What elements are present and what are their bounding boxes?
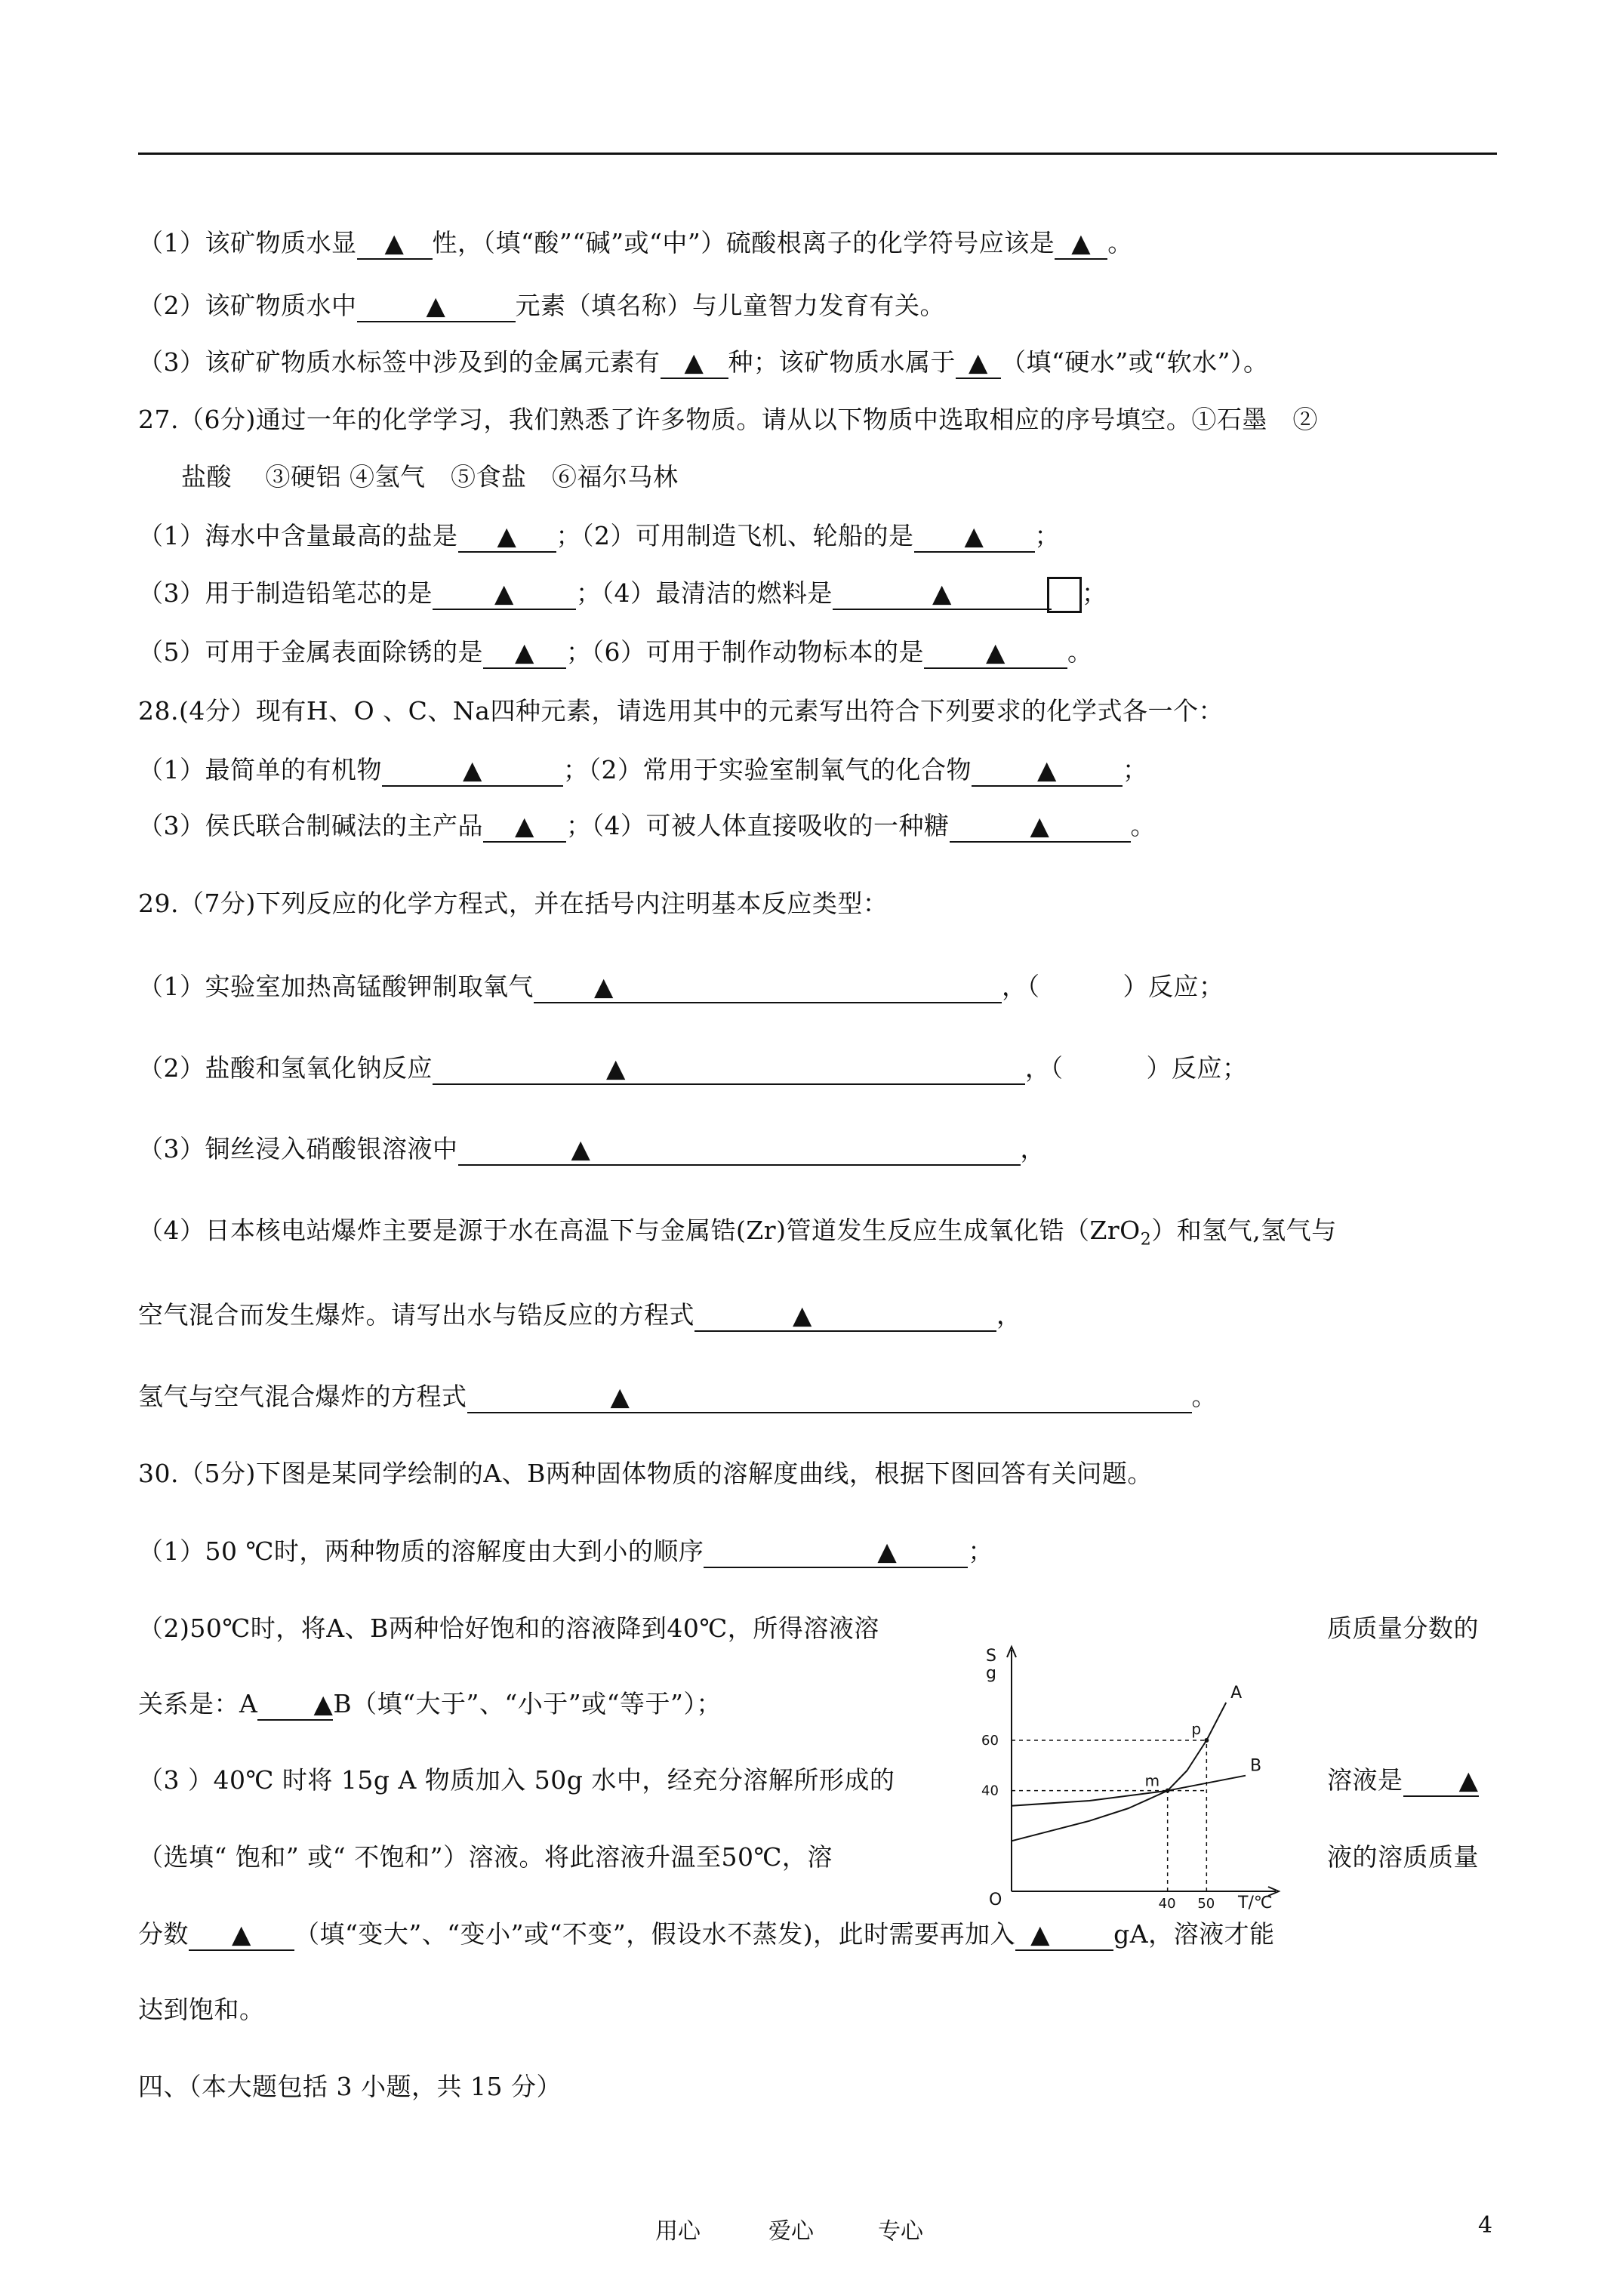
origin-label: O: [989, 1891, 1002, 1909]
text: 。: [1130, 811, 1156, 840]
triangle-icon: ▲: [684, 347, 704, 377]
question-29-4: [138, 1214, 1337, 1257]
x-tick-label: 40: [1158, 1896, 1176, 1912]
triangle-icon: ▲: [1030, 1919, 1050, 1949]
text: 元素（填名称）与儿童智力发育有关。: [515, 291, 945, 320]
triangle-icon: ▲: [1030, 811, 1050, 840]
text: （4）日本核电站爆炸主要是源于水在高温下与金属锆(Zr)管道发生反应生成氧化锆（ZrO: [138, 1216, 1141, 1245]
answer-blank[interactable]: [534, 972, 1002, 1003]
text: 。: [1107, 228, 1133, 257]
section-4-heading: 四、（本大题包括 3 小题，共 15 分）: [138, 2072, 562, 2101]
triangle-icon: ▲: [986, 637, 1006, 667]
answer-blank[interactable]: [458, 1134, 1021, 1166]
question-28-1: [138, 754, 1148, 787]
text: ；: [968, 1536, 993, 1566]
question-27-3: [138, 577, 1107, 613]
footer-text-3: 专心: [878, 2218, 923, 2245]
page-number: 4: [1478, 2212, 1493, 2239]
triangle-icon: ▲: [793, 1300, 812, 1330]
question-30-2b: [138, 1687, 722, 1721]
triangle-icon: ▲: [1458, 1765, 1479, 1795]
solubility-chart: [974, 1635, 1291, 1914]
text: ；（4）最清洁的燃料是: [576, 578, 833, 608]
question-27-options: 盐酸 ③硬铝 ④氢气 ⑤食盐 ⑥福尔马林: [181, 462, 679, 492]
answer-blank[interactable]: [357, 291, 516, 322]
text: ；（2）常用于实验室制氧气的化合物: [563, 755, 972, 784]
text: 种；该矿物质水属于: [728, 347, 956, 377]
question-28-stem: 28.(4分）现有H、O 、C、Na四种元素，请选用其中的元素写出符合下列要求的化学式各一个：: [138, 696, 1224, 726]
question-30-3-right: [1327, 1764, 1479, 1797]
question-29-3: [138, 1133, 1046, 1166]
question-27-1: [138, 519, 1060, 553]
text: （3）该矿矿物质水标签中涉及到的金属元素有: [138, 347, 661, 377]
question-27-5: [138, 636, 1093, 669]
text: （1）该矿物质水显: [138, 228, 357, 257]
text: （5）可用于金属表面除锈的是: [138, 637, 483, 667]
triangle-icon: ▲: [571, 1134, 591, 1163]
text: ）和氢气,氢气与: [1151, 1216, 1337, 1245]
text: gA，溶液才能: [1113, 1919, 1275, 1949]
question-30-3b-left: （选填“ 饱和” 或“ 不饱和”）溶液。将此溶液升温至50℃，溶: [138, 1842, 833, 1872]
triangle-icon: ▲: [594, 972, 614, 1001]
text: ，（: [1025, 1053, 1064, 1083]
x-tick-label: 50: [1197, 1896, 1215, 1912]
text: 分数: [138, 1919, 189, 1949]
footer-text-1: 用心: [655, 2218, 701, 2245]
point-p: [1204, 1738, 1209, 1743]
text: ；（6）可用于制作动物标本的是: [566, 637, 924, 667]
question-30-3b-right: 液的溶质质量: [1327, 1842, 1479, 1872]
text: ；: [1034, 521, 1060, 550]
triangle-icon: ▲: [384, 228, 405, 257]
answer-blank[interactable]: [924, 637, 1067, 669]
triangle-icon: ▲: [606, 1053, 626, 1083]
text: ；（4）可被人体直接吸收的一种糖: [566, 811, 950, 840]
triangle-icon: ▲: [932, 578, 952, 608]
annotation-p: p: [1191, 1720, 1202, 1738]
series-label-B: B: [1250, 1756, 1262, 1776]
text: 。: [1067, 637, 1093, 667]
text: ；: [1082, 578, 1107, 608]
answer-blank[interactable]: [950, 811, 1131, 843]
point-m: [1166, 1789, 1170, 1793]
triangle-icon: ▲: [877, 1536, 898, 1566]
question-26-2: [138, 289, 945, 322]
y-tick-label: 40: [981, 1783, 999, 1799]
series-label-A: A: [1230, 1684, 1243, 1703]
question-26-1: [138, 227, 1133, 260]
triangle-icon: ▲: [497, 521, 517, 550]
x-axis-label: T/℃: [1238, 1894, 1273, 1912]
triangle-icon: ▲: [1037, 755, 1057, 784]
triangle-icon: ▲: [494, 578, 514, 608]
triangle-icon: ▲: [313, 1689, 334, 1718]
text: 氢气与空气混合爆炸的方程式: [138, 1382, 467, 1411]
answer-blank[interactable]: [914, 521, 1035, 553]
annotation-m: m: [1144, 1771, 1160, 1790]
answer-blank[interactable]: [483, 637, 566, 669]
text: ，: [1020, 1134, 1046, 1163]
question-29-1: [138, 970, 1224, 1003]
triangle-icon: ▲: [426, 291, 446, 320]
answer-blank[interactable]: [257, 1689, 333, 1721]
answer-blank[interactable]: [1403, 1765, 1479, 1797]
y-tick-label: 60: [981, 1733, 999, 1749]
subscript: 2: [1140, 1230, 1152, 1250]
text: （2）该矿物质水中: [138, 291, 357, 320]
triangle-icon: ▲: [964, 521, 984, 550]
text: （1）实验室加热高锰酸钾制取氧气: [138, 972, 534, 1001]
answer-blank[interactable]: [483, 811, 566, 843]
text: ）反应；: [1123, 972, 1224, 1001]
text: B（填“大于”、“小于”或“等于”）；: [333, 1689, 722, 1718]
question-27-stem: 27.（6分)通过一年的化学学习，我们熟悉了许多物质。请从以下物质中选取相应的序号填空。①石墨 ②: [138, 405, 1318, 434]
question-29-2: [138, 1052, 1248, 1085]
text: ；: [1123, 755, 1148, 784]
text: （填“硬水”或“软水”）。: [1001, 347, 1269, 377]
answer-blank[interactable]: [189, 1919, 294, 1951]
text: （3）侯氏联合制碱法的主产品: [138, 811, 483, 840]
answer-blank[interactable]: [382, 755, 563, 787]
question-29-4-hydrogen: [138, 1380, 1217, 1413]
text: 溶液是: [1327, 1765, 1403, 1795]
text: （1）最简单的有机物: [138, 755, 382, 784]
footer-text-2: 爱心: [768, 2218, 814, 2245]
answer-blank[interactable]: [704, 1536, 968, 1568]
question-26-3: [138, 346, 1268, 379]
triangle-icon: ▲: [1071, 228, 1092, 257]
question-29-stem: 29.（7分)下列反应的化学方程式，并在括号内注明基本反应类型：: [138, 889, 888, 918]
question-30-1: [138, 1535, 993, 1568]
text: 性，（填“酸”“碱”或“中”）硫酸根离子的化学符号应该是: [432, 228, 1055, 257]
answer-blank[interactable]: [1015, 1919, 1113, 1951]
answer-blank[interactable]: [833, 578, 1052, 610]
y-axis-label-unit: g: [986, 1664, 996, 1683]
text: （填“变大”、“变小”或“不变”，假设水不蒸发)，此时需要再加入: [294, 1919, 1016, 1949]
question-29-4-water: [138, 1299, 1022, 1332]
marker-box: [1047, 577, 1082, 613]
question-30-2-left: （2)50℃时，将A、B两种恰好饱和的溶液降到40℃，所得溶液溶: [138, 1613, 879, 1643]
text: （1）50 ℃时，两种物质的溶解度由大到小的顺序: [138, 1536, 704, 1566]
triangle-icon: ▲: [463, 755, 482, 784]
question-30-2-right: 质质量分数的: [1327, 1613, 1479, 1643]
question-30-3-left: （3 ）40℃ 时将 15g A 物质加入 50g 水中，经充分溶解所形成的: [138, 1765, 895, 1795]
answer-blank[interactable]: [1055, 228, 1107, 260]
text: 空气混合而发生爆炸。请写出水与锆反应的方程式: [138, 1300, 694, 1330]
text: ，: [996, 1300, 1022, 1330]
answer-blank[interactable]: [956, 347, 1001, 379]
question-30-stem: 30.（5分)下图是某同学绘制的A、B两种固体物质的溶解度曲线，根据下图回答有关问题。: [138, 1459, 1153, 1488]
question-30-3d: 达到饱和。: [138, 1995, 265, 2024]
text: ）反应；: [1146, 1053, 1248, 1083]
text: ；（2）可用制造飞机、轮船的是: [556, 521, 914, 550]
header-rule: [138, 153, 1497, 155]
text: 关系是：A: [138, 1689, 258, 1718]
triangle-icon: ▲: [610, 1382, 630, 1411]
answer-blank[interactable]: [972, 755, 1123, 787]
y-axis-label: S: [986, 1647, 996, 1666]
text: （1）海水中含量最高的盐是: [138, 521, 458, 550]
answer-blank[interactable]: [694, 1300, 996, 1332]
triangle-icon: ▲: [515, 637, 534, 667]
triangle-icon: ▲: [515, 811, 534, 840]
text: （2）盐酸和氢氧化钠反应: [138, 1053, 433, 1083]
text: （3）用于制造铅笔芯的是: [138, 578, 433, 608]
answer-blank[interactable]: [458, 521, 556, 553]
triangle-icon: ▲: [232, 1919, 251, 1949]
triangle-icon: ▲: [969, 347, 988, 377]
answer-blank[interactable]: [357, 228, 433, 260]
answer-blank[interactable]: [661, 347, 728, 379]
text: 。: [1191, 1382, 1217, 1411]
question-28-3: [138, 809, 1156, 843]
text: ，（: [1002, 972, 1040, 1001]
answer-blank[interactable]: [467, 1382, 1192, 1413]
answer-blank[interactable]: [433, 578, 576, 610]
question-30-3c: [138, 1918, 1275, 1951]
answer-blank[interactable]: [433, 1053, 1025, 1085]
text: （3）铜丝浸入硝酸银溶液中: [138, 1134, 458, 1163]
